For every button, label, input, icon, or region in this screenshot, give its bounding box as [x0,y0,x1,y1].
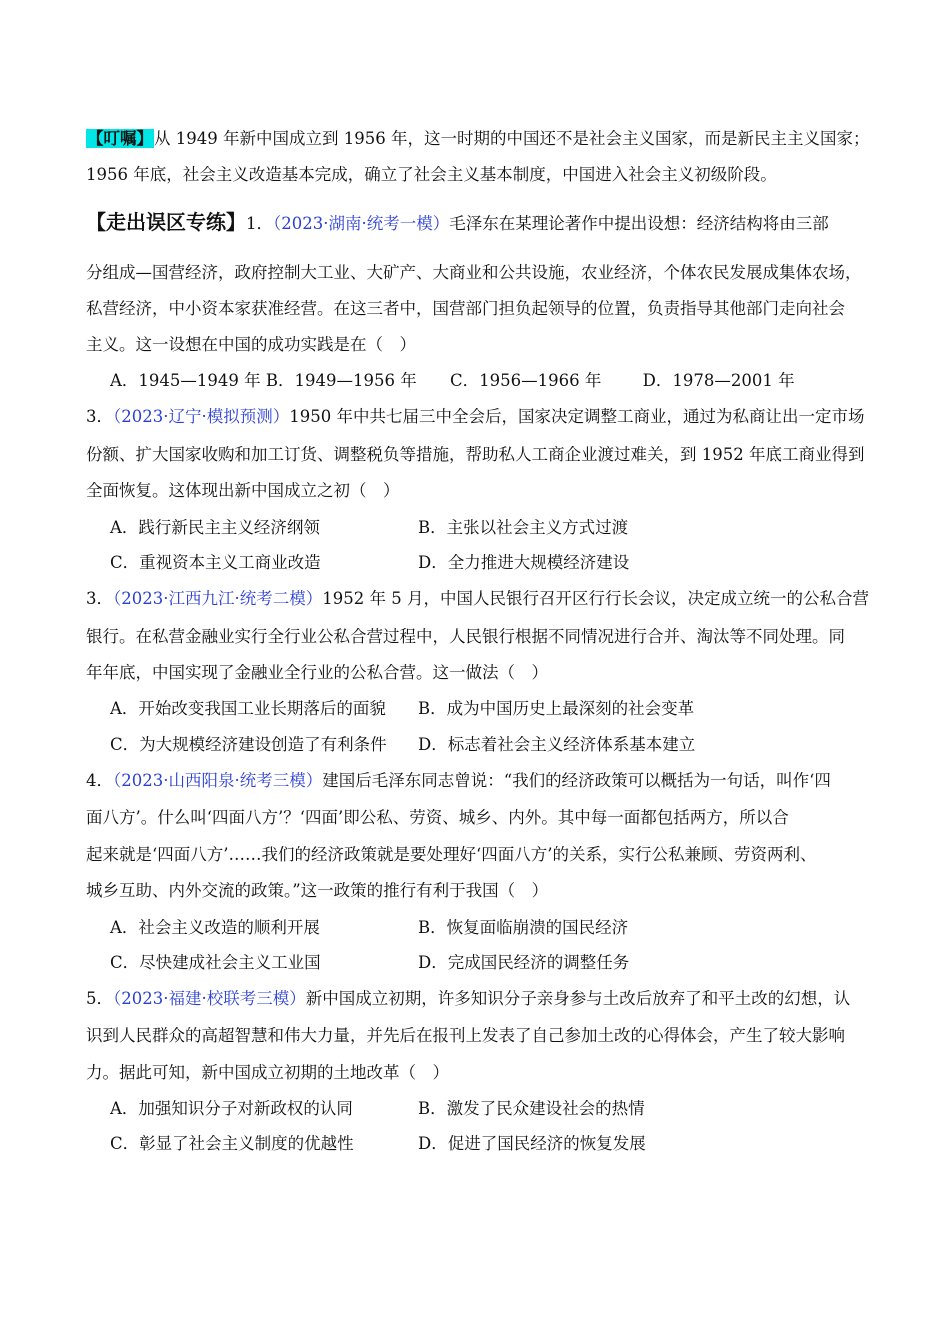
option-a[interactable]: A．加强知识分子对新政权的认同 [110,1099,353,1118]
question-source: （2023·湖南·统考一模） [273,214,450,233]
question-3-stem-line-2: 银行。在私营金融业实行全行业公私合营过程中，人民银行根据不同情况进行合并、淘汰等不同处理。同 [86,627,845,646]
question-5-stem-line-1: 5．（2023·福建·校联考三模）新中国成立初期，许多知识分子亲身参与土改后放弃了和平土改的幻想，认 [86,989,851,1008]
question-source: （2023·辽宁·模拟预测） [113,407,290,426]
question-1-stem-line-2: 分组成—国营经济，政府控制大工业、大矿产、大商业和公共设施，农业经济，个体农民发展成集体农场， [86,263,862,282]
question-4-stem-line-4: 城乡互助、内外交流的政策。”这一政策的推行有利于我国（ ） [86,881,549,900]
question-2-stem-line-1: 3．（2023·辽宁·模拟预测）1950 年中共七届三中全会后，国家决定调整工商业，通过为私商让出一定市场 [86,407,865,426]
question-number: 3． [86,589,113,608]
option-a[interactable]: A．践行新民主主义经济纲领 [110,518,320,537]
option-d[interactable]: D．标志着社会主义经济体系基本建立 [418,735,696,754]
note-tag: 【叮嘱】 [87,129,153,148]
question-1-stem-line-4: 主义。这一设想在中国的成功实践是在（ ） [86,335,416,354]
option-c[interactable]: C．尽快建成社会主义工业国 [110,953,321,972]
section-title: 【走出误区专练】 [86,210,246,234]
question-4-stem-line-2: 面八方’。什么叫‘四面八方’？‘四面’即公私、劳资、城乡、内外。其中每一面都包括两方，所以合 [86,808,789,827]
question-3-stem-line-1: 3．（2023·江西九江·统考二模）1952 年 5 月，中国人民银行召开区行行长会议，决定成立统一的公私合营 [86,589,869,608]
question-1-stem-line-3: 私营经济，中小资本家获准经营。在这三者中，国营部门担负起领导的位置，负责指导其他部门走向社会 [86,299,845,318]
question-source: （2023·山西阳泉·统考三模） [113,771,323,790]
question-1-stem-line-1: 【走出误区专练】1．（2023·湖南·统考一模）毛泽东在某理论著作中提出设想：经济结构将由三部 [86,210,829,234]
question-source: （2023·福建·校联考三模） [113,989,306,1008]
option-d[interactable]: D．促进了国民经济的恢复发展 [418,1134,646,1153]
note-line-2: 1956 年底，社会主义改造基本完成，确立了社会主义基本制度，中国进入社会主义初级阶段。 [86,165,777,184]
question-2-stem-line-3: 全面恢复。这体现出新中国成立之初（ ） [86,481,400,500]
option-d[interactable]: D．1978—2001 年 [642,371,795,390]
option-b[interactable]: B．成为中国历史上最深刻的社会变革 [418,699,695,718]
question-4-stem-line-1: 4．（2023·山西阳泉·统考三模）建国后毛泽东同志曾说：“我们的经济政策可以概括为一句话，叫作‘四 [86,771,831,790]
option-c[interactable]: C．重视资本主义工商业改造 [110,553,321,572]
question-3-stem-line-3: 年年底，中国实现了金融业全行业的公私合营。这一做法（ ） [86,663,548,682]
option-b[interactable]: B．激发了民众建设社会的热情 [418,1099,645,1118]
question-source: （2023·江西九江·统考二模） [113,589,323,608]
question-5-stem-line-2: 识到人民群众的高超智慧和伟大力量，并先后在报刊上发表了自己参加土改的心得体会，产生了较大影响 [86,1026,845,1045]
option-c[interactable]: C．1956—1966 年 [450,371,602,390]
option-c[interactable]: C．为大规模经济建设创造了有利条件 [110,735,387,754]
option-b[interactable]: B．1949—1956 年 [265,371,417,390]
option-d[interactable]: D．完成国民经济的调整任务 [418,953,630,972]
option-a[interactable]: A．1945—1949 年 [110,371,261,390]
question-number: 5． [86,989,113,1008]
question-1-options [110,370,795,392]
question-number: 1． [246,214,273,233]
option-b[interactable]: B．恢复面临崩溃的国民经济 [418,918,629,937]
question-5-stem-line-3: 力。据此可知，新中国成立初期的土地改革（ ） [86,1063,449,1082]
question-number: 3． [86,407,113,426]
option-a[interactable]: A．开始改变我国工业长期落后的面貌 [110,699,386,718]
question-2-stem-line-2: 份额、扩大国家收购和加工订货、调整税负等措施，帮助私人工商企业渡过难关，到 1952 年底工商业得到 [86,445,865,464]
option-d[interactable]: D．全力推进大规模经济建设 [418,553,630,572]
note-line-1: 【叮嘱】从 1949 年新中国成立到 1956 年，这一时期的中国还不是社会主义国家，而是新民主主义国家； [87,129,870,148]
question-4-stem-line-3: 起来就是‘四面八方’……我们的经济政策就是要处理好‘四面八方’的关系，实行公私兼顾、劳资两利、 [86,845,817,864]
option-a[interactable]: A．社会主义改造的顺利开展 [110,918,320,937]
option-b[interactable]: B．主张以社会主义方式过渡 [418,518,629,537]
question-number: 4． [86,771,113,790]
option-c[interactable]: C．彰显了社会主义制度的优越性 [110,1134,354,1153]
